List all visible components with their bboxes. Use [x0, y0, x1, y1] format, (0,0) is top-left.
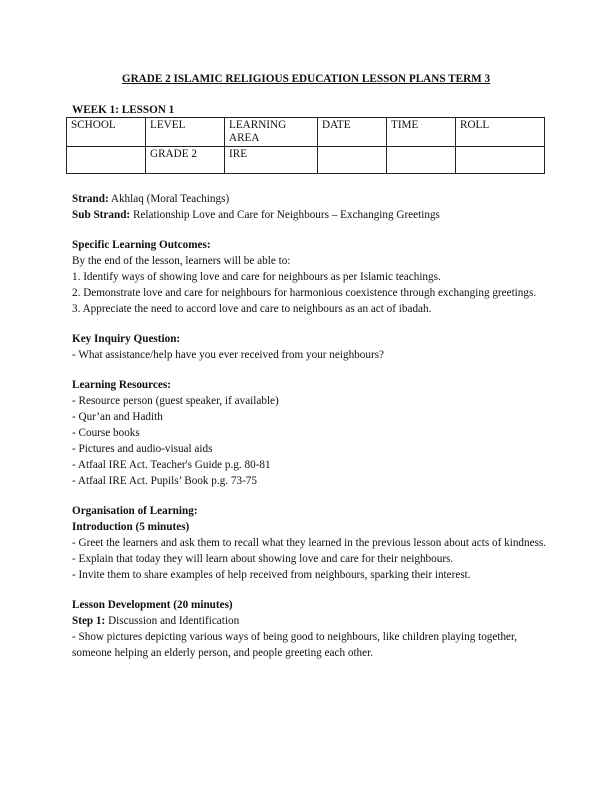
list-item: - Explain that today they will learn about showing love and care for their neighbours.: [72, 553, 454, 565]
table-cell: LEARNING AREA: [225, 118, 318, 147]
list-item: - Invite them to share examples of help received from neighbours, sparking their interest.: [72, 569, 471, 581]
organisation-heading: Organisation of Learning:: [72, 505, 198, 517]
table-cell: GRADE 2: [146, 147, 225, 174]
list-item: 3. Appreciate the need to accord love and care to neighbours as an act of ibadah.: [72, 303, 432, 315]
table-cell: LEVEL: [146, 118, 225, 147]
list-item: - Show pictures depicting various ways of being good to neighbours, like children playing together, someone helping an elderly person, and people greeting each other.: [72, 631, 518, 659]
table-cell: TIME: [387, 118, 456, 147]
step-1-label: Step 1:: [72, 615, 106, 627]
table-cell: ROLL: [456, 118, 545, 147]
list-item: - Pictures and audio-visual aids: [72, 443, 213, 455]
lesson-plan-body: [72, 103, 552, 661]
development-heading: Lesson Development (20 minutes): [72, 599, 233, 611]
introduction-heading: Introduction (5 minutes): [72, 521, 190, 533]
table-cell: [318, 147, 387, 174]
resources-heading: Learning Resources:: [72, 379, 171, 391]
table-cell: [67, 147, 146, 174]
list-item: - Course books: [72, 427, 140, 439]
list-item: - Atfaal IRE Act. Pupils’ Book p.g. 73-75: [72, 475, 257, 487]
strand: [72, 191, 552, 207]
table-header-row: [67, 118, 545, 147]
list-item: 1. Identify ways of showing love and care for neighbours as per Islamic teachings.: [72, 271, 441, 283]
table-cell: [387, 147, 456, 174]
week-heading: WEEK 1: LESSON 1: [72, 104, 175, 116]
list-item: - Qur’an and Hadith: [72, 411, 163, 423]
lesson-info-table: [66, 117, 545, 174]
strand-label: Strand:: [72, 193, 109, 205]
sub-strand-label: Sub Strand:: [72, 209, 131, 221]
list-item: - Atfaal IRE Act. Teacher's Guide p.g. 80-81: [72, 459, 271, 471]
document-title: GRADE 2 ISLAMIC RELIGIOUS EDUCATION LESSON PLANS TERM 3: [121, 73, 491, 85]
step-1-value: Discussion and Identification: [105, 615, 240, 627]
strand-value: Akhlaq (Moral Teachings): [108, 193, 230, 205]
outcomes-heading: Specific Learning Outcomes:: [72, 239, 211, 251]
list-item: - What assistance/help have you ever received from your neighbours?: [72, 349, 384, 361]
list-item: - Greet the learners and ask them to recall what they learned in the previous lesson about acts of kindness.: [72, 537, 547, 549]
inquiry-heading: Key Inquiry Question:: [72, 333, 181, 345]
table-cell: [456, 147, 545, 174]
table-cell: SCHOOL: [67, 118, 146, 147]
list-item: - Resource person (guest speaker, if available): [72, 395, 279, 407]
table-row: [67, 147, 545, 174]
list-item: 2. Demonstrate love and care for neighbours for harmonious coexistence through exchanging greetings.: [72, 287, 537, 299]
outcomes-intro: By the end of the lesson, learners will be able to:: [72, 255, 291, 267]
table-cell: DATE: [318, 118, 387, 147]
step-1: [72, 613, 552, 629]
table-cell: IRE: [225, 147, 318, 174]
sub-strand-value: Relationship Love and Care for Neighbours – Exchanging Greetings: [130, 209, 440, 221]
sub-strand: [72, 207, 552, 223]
